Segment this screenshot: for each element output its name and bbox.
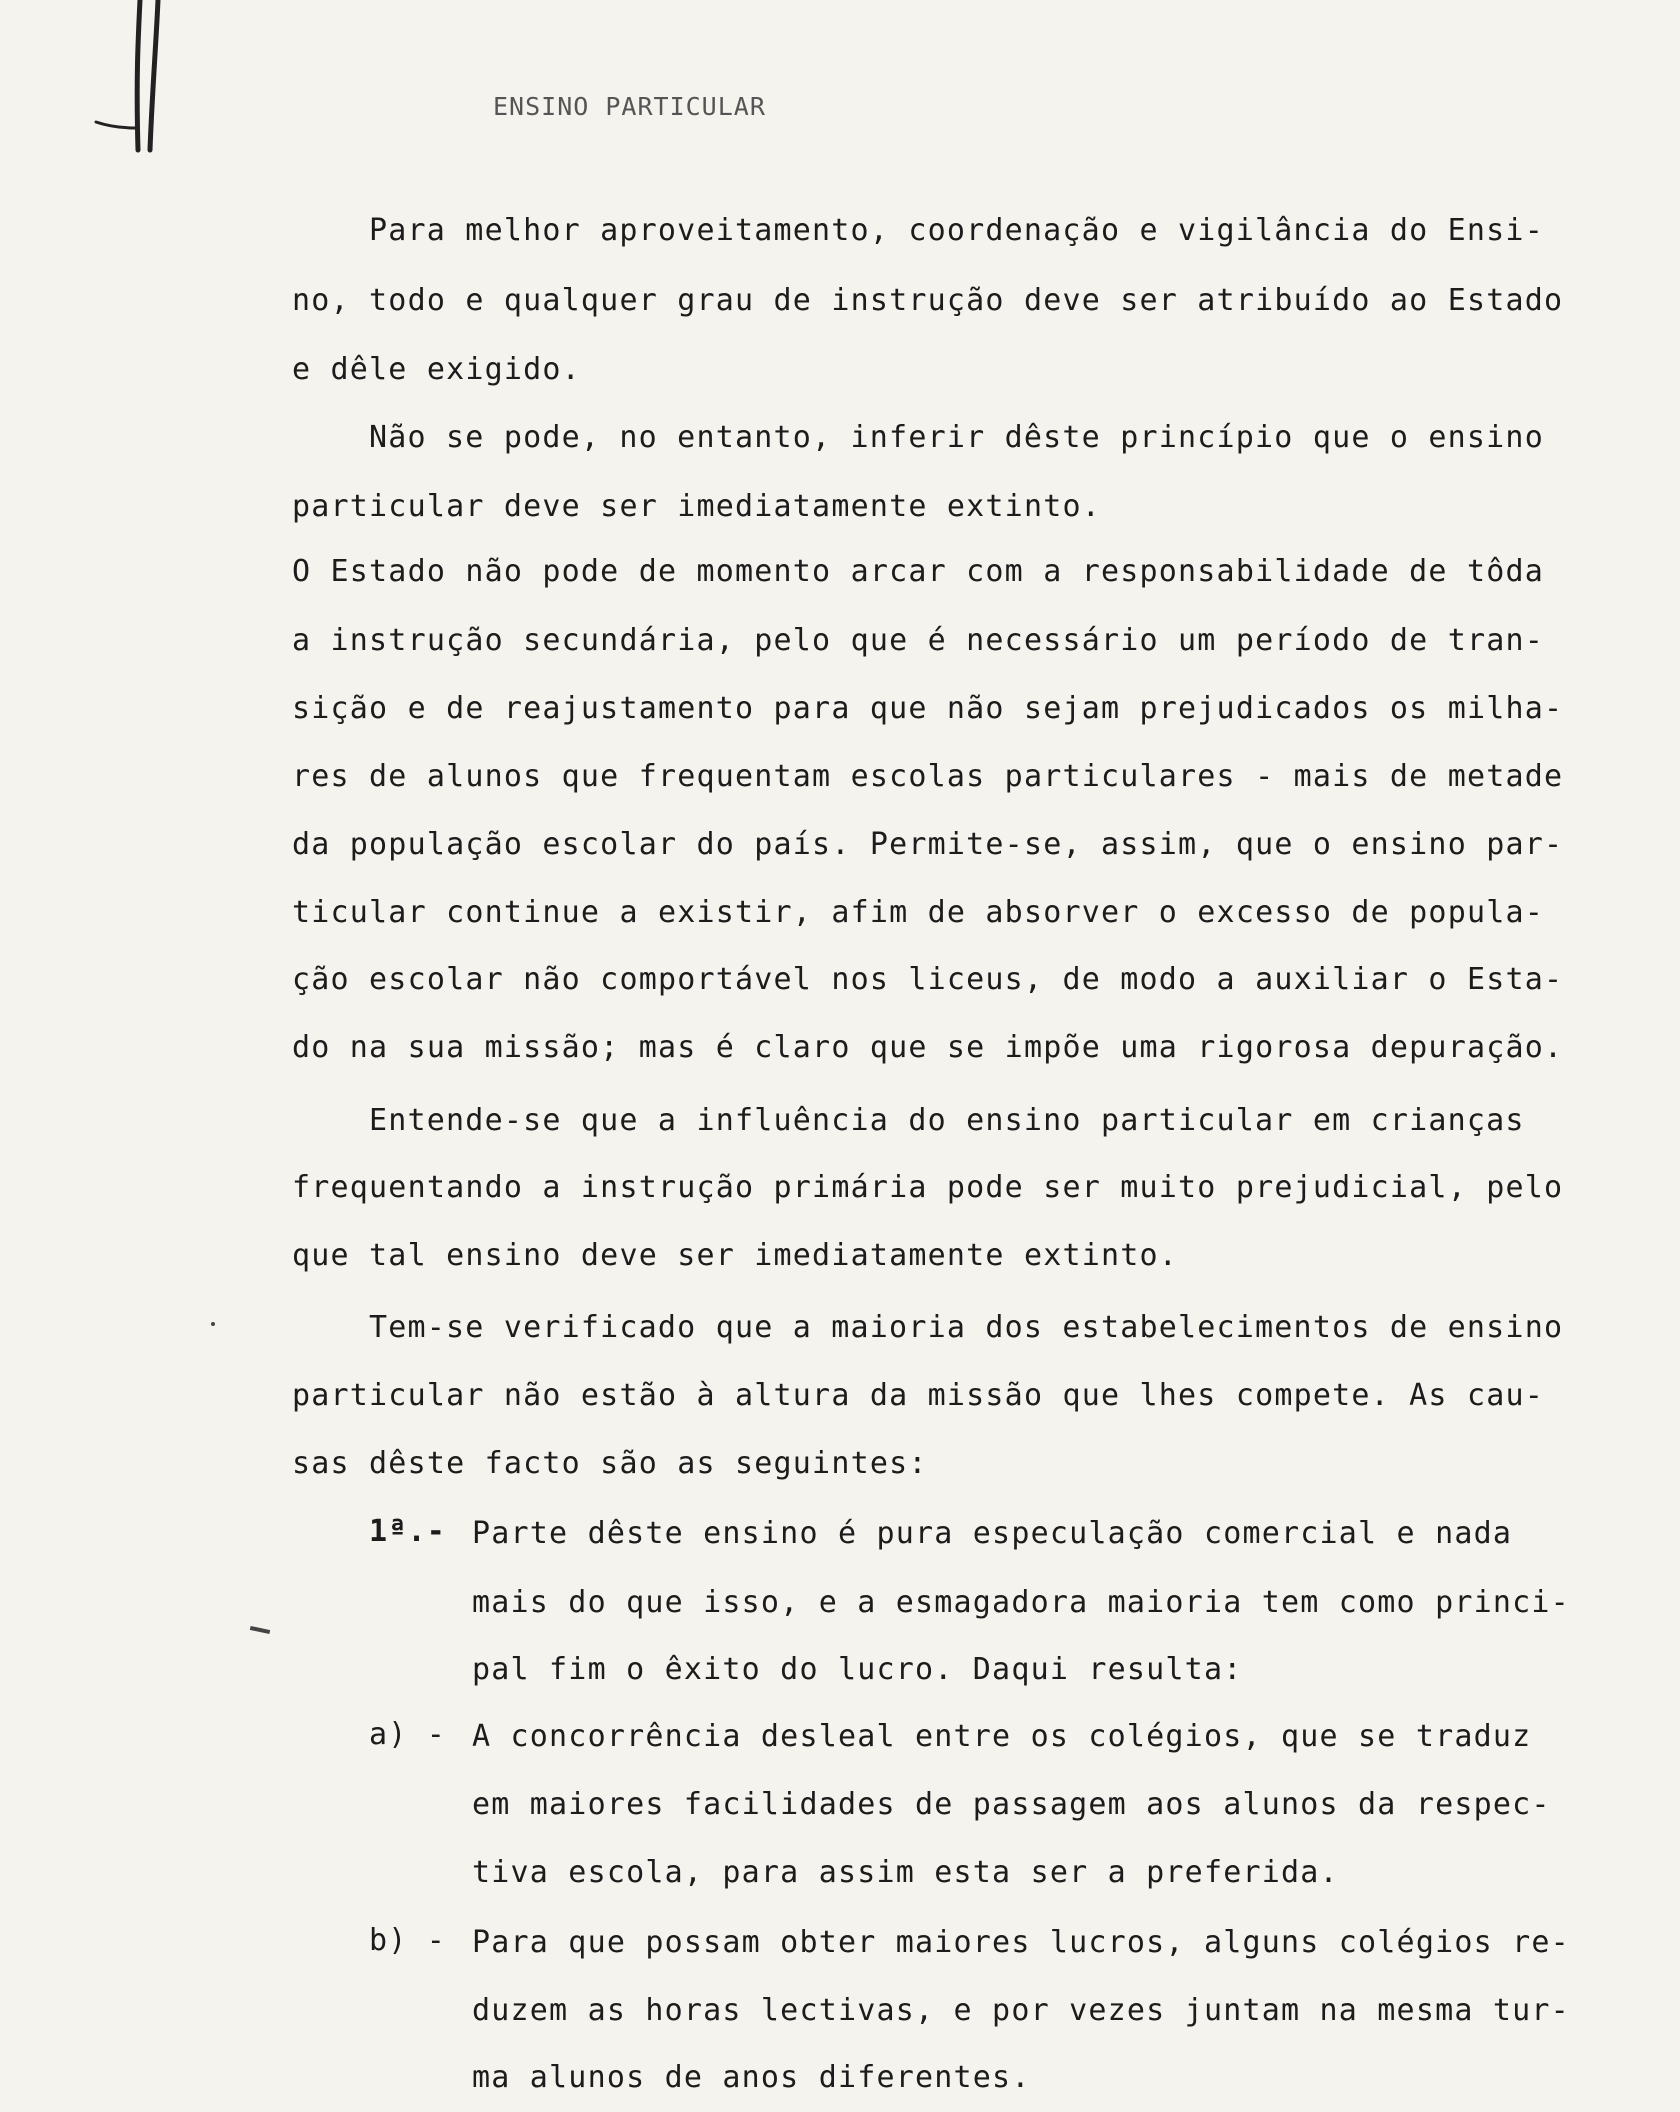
list-item-line: mais do que isso, e a esmagadora maioria tem como princi- bbox=[472, 1585, 1570, 1620]
list-item-line: duzem as horas lectivas, e por vezes juntam na mesma tur- bbox=[472, 1993, 1570, 2028]
list-marker: 1ª.- bbox=[369, 1514, 447, 1549]
list-item-line: Para que possam obter maiores lucros, alguns colégios re- bbox=[472, 1925, 1570, 1960]
text-line: res de alunos que frequentam escolas particulares - mais de metade bbox=[292, 759, 1564, 794]
list-marker: a) - bbox=[369, 1717, 447, 1752]
handwritten-margin-mark bbox=[88, 0, 198, 160]
list-item-line: em maiores facilidades de passagem aos alunos da respec- bbox=[472, 1787, 1551, 1822]
list-item-line: Parte dêste ensino é pura especulação comercial e nada bbox=[472, 1516, 1513, 1551]
text-line: ticular continue a existir, afim de absorver o excesso de popula- bbox=[292, 895, 1544, 930]
text-line: particular deve ser imediatamente extinto. bbox=[292, 489, 1101, 524]
list-item-line: ma alunos de anos diferentes. bbox=[472, 2060, 1031, 2095]
text-line: Não se pode, no entanto, inferir dêste princípio que o ensino bbox=[369, 420, 1544, 455]
text-line: Entende-se que a influência do ensino particular em crianças bbox=[369, 1103, 1525, 1138]
stray-mark bbox=[211, 1322, 215, 1326]
list-item-line: pal fim o êxito do lucro. Daqui resulta: bbox=[472, 1652, 1243, 1687]
list-marker: b) - bbox=[369, 1923, 447, 1958]
list-item-line: tiva escola, para assim esta ser a preferida. bbox=[472, 1855, 1339, 1890]
text-line: sição e de reajustamento para que não sejam prejudicados os milha- bbox=[292, 691, 1564, 726]
document-heading: ENSINO PARTICULAR bbox=[493, 92, 766, 121]
text-line: e dêle exigido. bbox=[292, 352, 581, 387]
text-line: O Estado não pode de momento arcar com a responsabilidade de tôda bbox=[292, 554, 1544, 589]
text-line: Tem-se verificado que a maioria dos estabelecimentos de ensino bbox=[369, 1310, 1564, 1345]
text-line: no, todo e qualquer grau de instrução deve ser atribuído ao Estado bbox=[292, 283, 1564, 318]
text-line: ção escolar não comportável nos liceus, de modo a auxiliar o Esta- bbox=[292, 962, 1564, 997]
text-line: particular não estão à altura da missão que lhes compete. As cau- bbox=[292, 1378, 1544, 1413]
list-item-line: A concorrência desleal entre os colégios, que se traduz bbox=[472, 1719, 1532, 1754]
text-line: frequentando a instrução primária pode ser muito prejudicial, pelo bbox=[292, 1170, 1564, 1205]
text-line: Para melhor aproveitamento, coordenação e vigilância do Ensi- bbox=[369, 213, 1544, 248]
stray-mark bbox=[250, 1626, 270, 1634]
text-line: que tal ensino deve ser imediatamente extinto. bbox=[292, 1238, 1179, 1273]
text-line: a instrução secundária, pelo que é necessário um período de tran- bbox=[292, 623, 1544, 658]
text-line: sas dêste facto são as seguintes: bbox=[292, 1446, 928, 1481]
text-line: do na sua missão; mas é claro que se impõe uma rigorosa depuração. bbox=[292, 1030, 1564, 1065]
text-line: da população escolar do país. Permite-se, assim, que o ensino par- bbox=[292, 827, 1564, 862]
